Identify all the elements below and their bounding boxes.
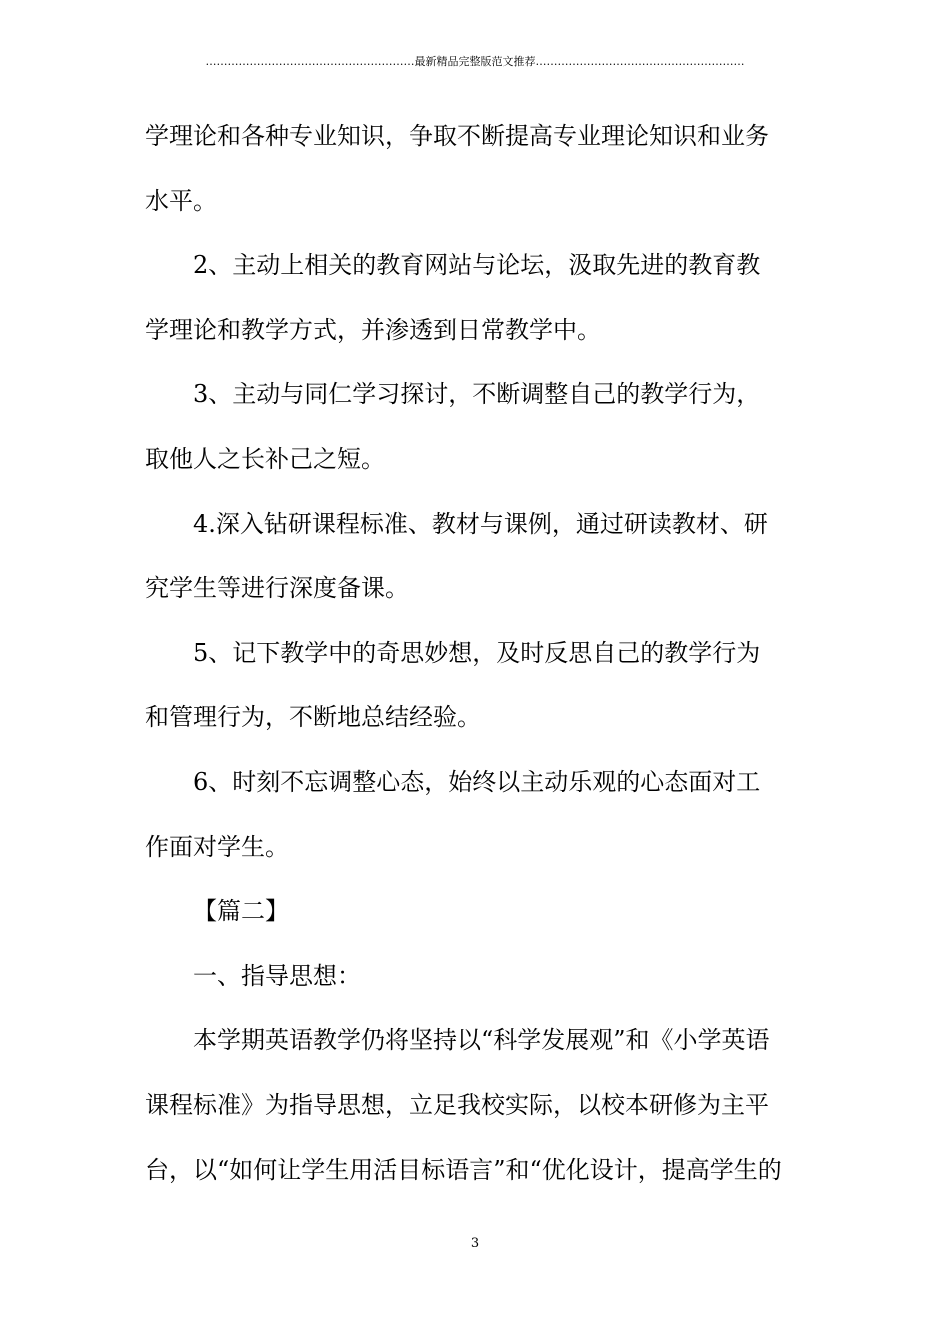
text-line: 水平。 [145,186,217,215]
text-line: 2、主动上相关的教育网站与论坛，汲取先进的教育教 [193,251,761,280]
text-line: 课程标准》为指导思想，立足我校实际，以校本研修为主平 [145,1090,769,1119]
page-header: …………………………………………………最新精品完整版范文推荐………………………………………………… [205,55,745,68]
section-heading: 【篇二】 [193,897,289,926]
subsection-heading: 一、指导思想： [193,961,361,990]
text-line: 和管理行为，不断地总结经验。 [145,703,481,732]
text-line: 学理论和教学方式，并渗透到日常教学中。 [145,315,601,344]
document-body [145,112,810,1210]
text-line: 3、主动与同仁学习探讨，不断调整自己的教学行为， [193,380,761,409]
text-line: 6、时刻不忘调整心态，始终以主动乐观的心态面对工 [193,767,761,796]
text-line: 台，以“如何让学生用活目标语言”和“优化设计，提高学生的 [145,1155,782,1184]
text-line: 本学期英语教学仍将坚持以“科学发展观”和《小学英语 [193,1026,770,1055]
page-number: 3 [470,1236,480,1251]
text-line: 4.深入钻研课程标准、教材与课例，通过研读教材、研 [193,509,768,538]
text-line: 作面对学生。 [145,832,289,861]
text-line: 究学生等进行深度备课。 [145,574,409,603]
text-line: 5、记下教学中的奇思妙想，及时反思自己的教学行为 [193,638,761,667]
text-line: 取他人之长补己之短。 [145,444,385,473]
text-line: 学理论和各种专业知识，争取不断提高专业理论知识和业务 [145,122,769,150]
